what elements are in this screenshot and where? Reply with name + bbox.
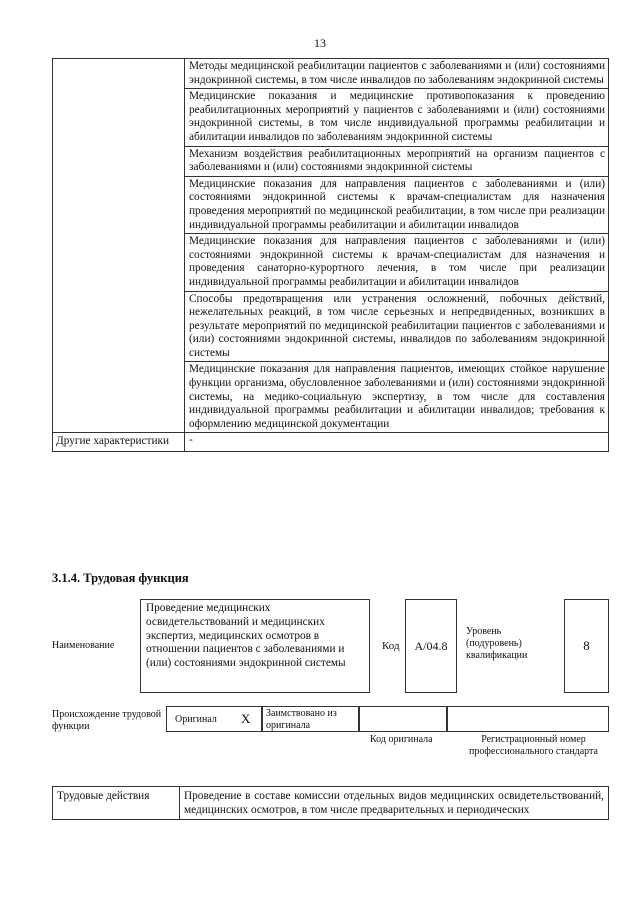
other-characteristics-label: Другие характеристики bbox=[53, 433, 185, 452]
section-title: 3.1.4. Трудовая функция bbox=[52, 571, 189, 585]
knowledge-item: Методы медицинской реабилитации пациентов с заболеваниями и (или) состояниями эндокринной системы, в том числе инвалидов по заболеваниям эндокринной системы bbox=[185, 59, 609, 89]
qualification-level: 8 bbox=[564, 599, 609, 693]
reg-number-caption: Регистрационный номер профессионального стандарта bbox=[469, 734, 598, 757]
original-mark: X bbox=[241, 711, 251, 726]
labor-actions-label: Трудовые действия bbox=[53, 787, 180, 820]
table-row bbox=[53, 787, 609, 820]
code-original-caption: Код оригинала bbox=[370, 734, 433, 745]
table-row bbox=[53, 433, 609, 452]
knowledge-item: Медицинские показания для направления пациентов с заболеваниями и (или) состояниями эндокринной системы к врачам-специалистам для назначения и проведения санаторно-курортного лечения, в том числе при реализации индивидуальной программы реабилитации и абилитации инвалидов bbox=[185, 234, 609, 291]
name-label: Наименование bbox=[52, 640, 115, 651]
borrowed-label: Заимствовано из оригинала bbox=[266, 708, 337, 731]
reg-number-cell bbox=[447, 706, 609, 732]
labor-function-name: Проведение медицинских освидетельствований и медицинских экспертиз, медицинских осмотров в отношении пациентов с заболеваниями и (или) состояниями эндокринной системы bbox=[140, 599, 370, 693]
labor-actions-table bbox=[52, 786, 609, 820]
origin-borrowed-cell bbox=[262, 706, 359, 732]
knowledge-item: Медицинские показания для направления пациентов с заболеваниями и (или) состояниями эндокринной системы к врачам-специалистам для назначения проведения мероприятий по медицинской реабилитации, в том числе при реализации индивидуальной программы реабилитации и абилитации инвалидов bbox=[185, 176, 609, 233]
other-characteristics-value: - bbox=[185, 433, 609, 452]
labor-function-code: A/04.8 bbox=[405, 599, 457, 693]
level-label: Уровень (подуровень) квалификации bbox=[466, 626, 528, 661]
table-row bbox=[53, 59, 609, 89]
code-original-cell bbox=[359, 706, 447, 732]
knowledge-table bbox=[52, 58, 609, 452]
knowledge-item: Способы предотвращения или устранения осложнений, побочных действий, нежелательных реакций, в том числе серьезных и непредвиденных, возникших в результате мероприятий по медицинской реабилитации пациентов с заболеваниями и (или) состояниями эндокринной системы, инвалидов по заболеваниям эндокринной системы bbox=[185, 291, 609, 362]
original-label: Оригинал bbox=[175, 714, 217, 725]
page-number: 13 bbox=[314, 36, 326, 50]
knowledge-label-cell bbox=[53, 59, 185, 433]
origin-original-cell bbox=[166, 706, 262, 732]
knowledge-item: Медицинские показания и медицинские противопоказания к проведению реабилитационных мероприятий у пациентов с заболеваниями и (или) состояниями эндокринной системы, в том числе индивидуальной программы реабилитации и абилитации инвалидов по заболеваниям эндокринной системы bbox=[185, 89, 609, 146]
knowledge-item: Механизм воздействия реабилитационных мероприятий на организм пациентов с заболеваниями и (или) состояниями эндокринной системы bbox=[185, 146, 609, 176]
origin-label: Происхождение трудовой функции bbox=[52, 709, 162, 732]
knowledge-item: Медицинские показания для направления пациентов, имеющих стойкое нарушение функции организма, обусловленное заболеваниями и (или) состояниями эндокринной системы, на медико-социальную экспертизу, в том числе для составления индивидуальной программы реабилитации и абилитации инвалидов; требования к оформлению медицинской документации bbox=[185, 362, 609, 433]
code-label: Код bbox=[382, 640, 400, 652]
labor-actions-value: Проведение в составе комиссии отдельных видов медицинских освидетельствований, медицинских осмотров, в том числе предварительных и периодических bbox=[180, 787, 609, 820]
